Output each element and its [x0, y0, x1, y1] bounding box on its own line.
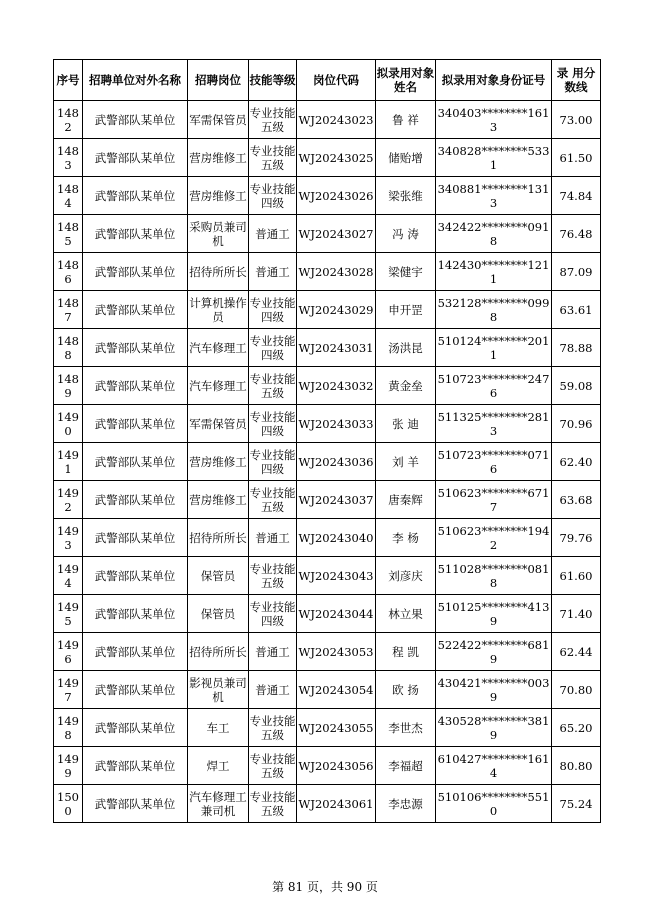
- cell-seq: 1491: [54, 443, 83, 481]
- cell-code: WJ20243054: [297, 671, 376, 709]
- cell-id: 510623********1942: [436, 519, 552, 557]
- cell-seq: 1496: [54, 633, 83, 671]
- cell-id: 430421********0039: [436, 671, 552, 709]
- table-row: [54, 747, 601, 785]
- cell-seq: 1495: [54, 595, 83, 633]
- cell-skill: 专业技能四级: [249, 443, 297, 481]
- page-footer: 第 81 页，共 90 页: [272, 880, 378, 894]
- cell-name: 梁张维: [376, 177, 436, 215]
- table-row: [54, 215, 601, 253]
- cell-name: 刘彦庆: [376, 557, 436, 595]
- cell-score: 80.80: [552, 747, 601, 785]
- cell-name: 鲁 祥: [376, 101, 436, 139]
- cell-code: WJ20243053: [297, 633, 376, 671]
- cell-id: 511028********0818: [436, 557, 552, 595]
- cell-id: 532128********0998: [436, 291, 552, 329]
- cell-unit: 武警部队某单位: [83, 101, 188, 139]
- cell-position: 营房维修工: [188, 481, 249, 519]
- table-row: [54, 101, 601, 139]
- cell-score: 65.20: [552, 709, 601, 747]
- cell-unit: 武警部队某单位: [83, 367, 188, 405]
- cell-unit: 武警部队某单位: [83, 671, 188, 709]
- cell-skill: 专业技能四级: [249, 291, 297, 329]
- cell-id: 510106********5510: [436, 785, 552, 823]
- cell-seq: 1493: [54, 519, 83, 557]
- cell-unit: 武警部队某单位: [83, 709, 188, 747]
- cell-id: 510623********6717: [436, 481, 552, 519]
- cell-skill: 专业技能五级: [249, 101, 297, 139]
- roster-table: [53, 59, 601, 823]
- cell-seq: 1485: [54, 215, 83, 253]
- cell-skill: 普通工: [249, 633, 297, 671]
- cell-position: 军需保管员: [188, 101, 249, 139]
- header-seq: 序号: [54, 60, 83, 101]
- cell-position: 焊工: [188, 747, 249, 785]
- cell-skill: 专业技能五级: [249, 747, 297, 785]
- header-skill: 技能等级: [249, 60, 297, 101]
- table-row: [54, 595, 601, 633]
- cell-score: 73.00: [552, 101, 601, 139]
- cell-id: 510723********2476: [436, 367, 552, 405]
- header-row: [54, 60, 601, 101]
- cell-score: 74.84: [552, 177, 601, 215]
- cell-seq: 1489: [54, 367, 83, 405]
- cell-score: 78.88: [552, 329, 601, 367]
- cell-name: 储贻增: [376, 139, 436, 177]
- cell-position: 招待所所长: [188, 519, 249, 557]
- cell-position: 营房维修工: [188, 443, 249, 481]
- table-row: [54, 785, 601, 823]
- cell-id: 610427********1614: [436, 747, 552, 785]
- cell-position: 车工: [188, 709, 249, 747]
- header-score: 录 用分数线: [552, 60, 601, 101]
- cell-unit: 武警部队某单位: [83, 747, 188, 785]
- cell-skill: 专业技能四级: [249, 405, 297, 443]
- cell-name: 汤洪昆: [376, 329, 436, 367]
- cell-seq: 1487: [54, 291, 83, 329]
- cell-position: 汽车修理工兼司机: [188, 785, 249, 823]
- cell-unit: 武警部队某单位: [83, 329, 188, 367]
- cell-score: 62.44: [552, 633, 601, 671]
- cell-position: 影视员兼司机: [188, 671, 249, 709]
- cell-score: 61.50: [552, 139, 601, 177]
- cell-score: 75.24: [552, 785, 601, 823]
- cell-name: 申开罡: [376, 291, 436, 329]
- cell-code: WJ20243033: [297, 405, 376, 443]
- cell-skill: 专业技能四级: [249, 595, 297, 633]
- cell-code: WJ20243036: [297, 443, 376, 481]
- table-row: [54, 329, 601, 367]
- cell-name: 唐秦辉: [376, 481, 436, 519]
- cell-code: WJ20243044: [297, 595, 376, 633]
- header-code: 岗位代码: [297, 60, 376, 101]
- cell-score: 76.48: [552, 215, 601, 253]
- cell-id: 340403********1613: [436, 101, 552, 139]
- cell-seq: 1494: [54, 557, 83, 595]
- cell-unit: 武警部队某单位: [83, 177, 188, 215]
- table-row: [54, 139, 601, 177]
- cell-code: WJ20243043: [297, 557, 376, 595]
- header-name: 拟录用对象姓名: [376, 60, 436, 101]
- cell-seq: 1500: [54, 785, 83, 823]
- cell-id: 142430********1211: [436, 253, 552, 291]
- cell-name: 林立果: [376, 595, 436, 633]
- cell-skill: 普通工: [249, 671, 297, 709]
- table-row: [54, 367, 601, 405]
- cell-unit: 武警部队某单位: [83, 291, 188, 329]
- cell-score: 87.09: [552, 253, 601, 291]
- cell-score: 61.60: [552, 557, 601, 595]
- cell-seq: 1497: [54, 671, 83, 709]
- cell-seq: 1484: [54, 177, 83, 215]
- cell-position: 军需保管员: [188, 405, 249, 443]
- cell-name: 黄金垒: [376, 367, 436, 405]
- cell-position: 招待所所长: [188, 253, 249, 291]
- cell-unit: 武警部队某单位: [83, 405, 188, 443]
- cell-seq: 1492: [54, 481, 83, 519]
- cell-score: 62.40: [552, 443, 601, 481]
- cell-unit: 武警部队某单位: [83, 139, 188, 177]
- cell-code: WJ20243027: [297, 215, 376, 253]
- cell-unit: 武警部队某单位: [83, 557, 188, 595]
- cell-id: 510723********0716: [436, 443, 552, 481]
- cell-skill: 专业技能四级: [249, 177, 297, 215]
- cell-code: WJ20243029: [297, 291, 376, 329]
- cell-name: 冯 涛: [376, 215, 436, 253]
- cell-name: 刘 羊: [376, 443, 436, 481]
- header-position: 招聘岗位: [188, 60, 249, 101]
- cell-position: 汽车修理工: [188, 367, 249, 405]
- cell-skill: 专业技能五级: [249, 557, 297, 595]
- cell-position: 汽车修理工: [188, 329, 249, 367]
- cell-seq: 1499: [54, 747, 83, 785]
- cell-seq: 1498: [54, 709, 83, 747]
- cell-position: 计算机操作员: [188, 291, 249, 329]
- cell-id: 510125********4139: [436, 595, 552, 633]
- table-row: [54, 481, 601, 519]
- table-row: [54, 519, 601, 557]
- table-row: [54, 633, 601, 671]
- cell-seq: 1490: [54, 405, 83, 443]
- cell-code: WJ20243028: [297, 253, 376, 291]
- cell-position: 保管员: [188, 557, 249, 595]
- cell-name: 李 杨: [376, 519, 436, 557]
- cell-id: 340828********5331: [436, 139, 552, 177]
- cell-seq: 1482: [54, 101, 83, 139]
- cell-unit: 武警部队某单位: [83, 253, 188, 291]
- cell-unit: 武警部队某单位: [83, 785, 188, 823]
- cell-skill: 专业技能五级: [249, 709, 297, 747]
- cell-code: WJ20243023: [297, 101, 376, 139]
- cell-seq: 1488: [54, 329, 83, 367]
- cell-skill: 普通工: [249, 253, 297, 291]
- cell-code: WJ20243061: [297, 785, 376, 823]
- cell-id: 522422********6819: [436, 633, 552, 671]
- cell-position: 招待所所长: [188, 633, 249, 671]
- table-row: [54, 177, 601, 215]
- cell-unit: 武警部队某单位: [83, 633, 188, 671]
- cell-skill: 专业技能五级: [249, 785, 297, 823]
- table-row: [54, 671, 601, 709]
- cell-name: 梁健宇: [376, 253, 436, 291]
- cell-code: WJ20243040: [297, 519, 376, 557]
- cell-id: 511325********2813: [436, 405, 552, 443]
- cell-code: WJ20243056: [297, 747, 376, 785]
- cell-code: WJ20243025: [297, 139, 376, 177]
- cell-name: 李忠源: [376, 785, 436, 823]
- cell-unit: 武警部队某单位: [83, 215, 188, 253]
- cell-score: 79.76: [552, 519, 601, 557]
- table-row: [54, 405, 601, 443]
- table-row: [54, 557, 601, 595]
- cell-code: WJ20243055: [297, 709, 376, 747]
- cell-id: 340881********1313: [436, 177, 552, 215]
- cell-score: 63.61: [552, 291, 601, 329]
- table-row: [54, 443, 601, 481]
- cell-code: WJ20243026: [297, 177, 376, 215]
- cell-position: 营房维修工: [188, 139, 249, 177]
- cell-position: 采购员兼司机: [188, 215, 249, 253]
- cell-score: 70.96: [552, 405, 601, 443]
- header-id: 拟录用对象身份证号: [436, 60, 552, 101]
- cell-name: 张 迪: [376, 405, 436, 443]
- cell-seq: 1486: [54, 253, 83, 291]
- table-row: [54, 291, 601, 329]
- cell-score: 63.68: [552, 481, 601, 519]
- cell-id: 510124********2011: [436, 329, 552, 367]
- cell-unit: 武警部队某单位: [83, 443, 188, 481]
- table-row: [54, 709, 601, 747]
- cell-skill: 专业技能四级: [249, 329, 297, 367]
- cell-score: 71.40: [552, 595, 601, 633]
- cell-seq: 1483: [54, 139, 83, 177]
- cell-code: WJ20243032: [297, 367, 376, 405]
- cell-code: WJ20243037: [297, 481, 376, 519]
- cell-skill: 普通工: [249, 519, 297, 557]
- cell-id: 430528********3819: [436, 709, 552, 747]
- cell-score: 59.08: [552, 367, 601, 405]
- cell-skill: 普通工: [249, 215, 297, 253]
- cell-unit: 武警部队某单位: [83, 481, 188, 519]
- cell-code: WJ20243031: [297, 329, 376, 367]
- cell-position: 保管员: [188, 595, 249, 633]
- cell-score: 70.80: [552, 671, 601, 709]
- header-unit: 招聘单位对外名称: [83, 60, 188, 101]
- table-row: [54, 253, 601, 291]
- cell-name: 李世杰: [376, 709, 436, 747]
- cell-unit: 武警部队某单位: [83, 595, 188, 633]
- cell-skill: 专业技能五级: [249, 481, 297, 519]
- cell-position: 营房维修工: [188, 177, 249, 215]
- cell-unit: 武警部队某单位: [83, 519, 188, 557]
- cell-name: 欧 扬: [376, 671, 436, 709]
- cell-id: 342422********0918: [436, 215, 552, 253]
- cell-skill: 专业技能五级: [249, 139, 297, 177]
- cell-name: 程 凯: [376, 633, 436, 671]
- cell-name: 李福超: [376, 747, 436, 785]
- cell-skill: 专业技能五级: [249, 367, 297, 405]
